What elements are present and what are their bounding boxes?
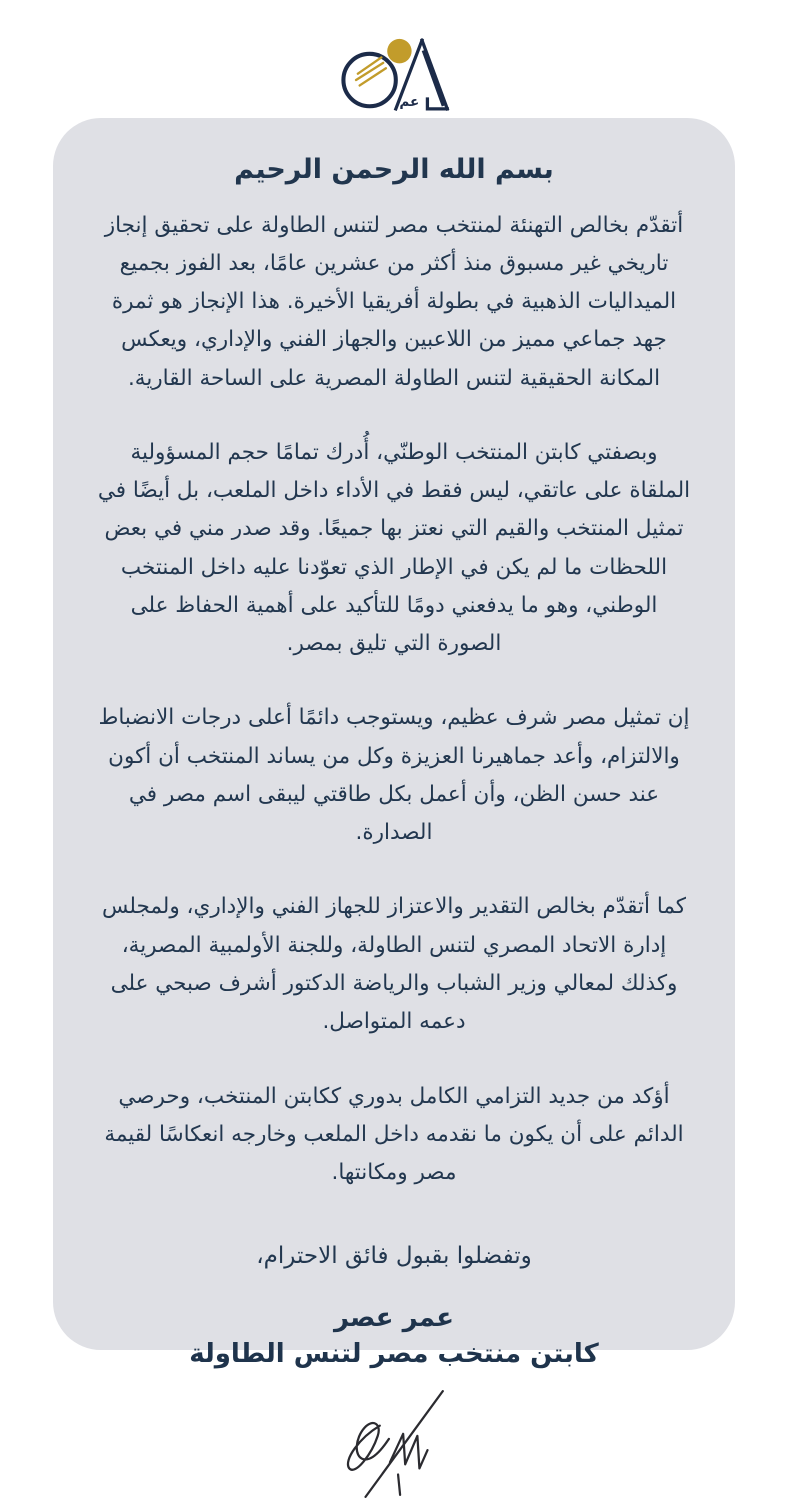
- signatory-title: كابتن منتخب مصر لتنس الطاولة: [189, 1339, 599, 1370]
- logo-gold-ball-icon: [387, 39, 411, 63]
- paragraph-responsibility: وبصفتي كابتن المنتخب الوطنّي، أُدرك تمامًا حجم المسؤولية الملقاة على عاتقي، ليس فقط في الأداء داخل الملعب، بل أيضًا في تمثيل المنتخب والقيم التي نعتز بها جميعًا. وقد صدر مني في بعض اللحظات ما لم يكن في الإطار الذي تعوّدنا عليه داخل المنتخب الوطني، وهو ما يدفعني دومًا للتأكيد على أهمية الحفاظ على الصورة التي تليق بمصر.: [97, 439, 691, 657]
- logo-arabic-script: عم: [399, 94, 420, 111]
- logo-speed-lines: [356, 57, 386, 85]
- signatory-name: عمر عصر: [334, 1303, 454, 1334]
- paragraph-honor: إن تمثيل مصر شرف عظيم، ويستوجب دائمًا أعلى درجات الانضباط والالتزام، وأعد جماهيرنا العزيزة وكل من يساند المنتخب أن أكون عند حسن الظن، وأن أعمل بكل طاقتي ليبقى اسم مصر في الصدارة.: [98, 705, 690, 846]
- closing-salutation: وتفضلوا بقبول فائق الاحترام،: [256, 1243, 532, 1270]
- paragraph-congratulations: أتقدّم بخالص التهنئة لمنتخب مصر لتنس الطاولة على تحقيق إنجاز تاريخي غير مسبوق منذ أكثر من عشرين عامًا، بعد الفوز بجميع الميداليات الذهبية في بطولة أفريقيا الأخيرة. هذا الإنجاز هو ثمرة جهد جماعي مميز من اللاعبين والجهاز الفني والإداري، ويعكس المكانة الحقيقية لتنس الطاولة المصرية على الساحة القارية.: [104, 212, 684, 391]
- basmala-heading: بسم الله الرحمن الرحيم: [234, 154, 554, 185]
- omar-assar-logo-icon: [338, 28, 450, 114]
- logo-container: [0, 0, 788, 114]
- paragraph-gratitude: كما أتقدّم بخالص التقدير والاعتزاز للجهاز الفني والإداري، ولمجلس إدارة الاتحاد المصري لتنس الطاولة، وللجنة الأولمبية المصرية، وكذلك لمعالي وزير الشباب والرياضة الدكتور أشرف صبحي على دعمه المتواصل.: [101, 894, 687, 1035]
- signature-container: [97, 1383, 691, 1505]
- handwritten-signature-icon: [308, 1383, 480, 1505]
- paragraph-commitment: أؤكد من جديد التزامي الكامل بدوري ككابتن المنتخب، وحرصي الدائم على أن يكون ما نقدمه داخل الملعب وخارجه انعكاسًا لقيمة مصر ومكانتها.: [104, 1083, 684, 1186]
- statement-card: [53, 118, 735, 1370]
